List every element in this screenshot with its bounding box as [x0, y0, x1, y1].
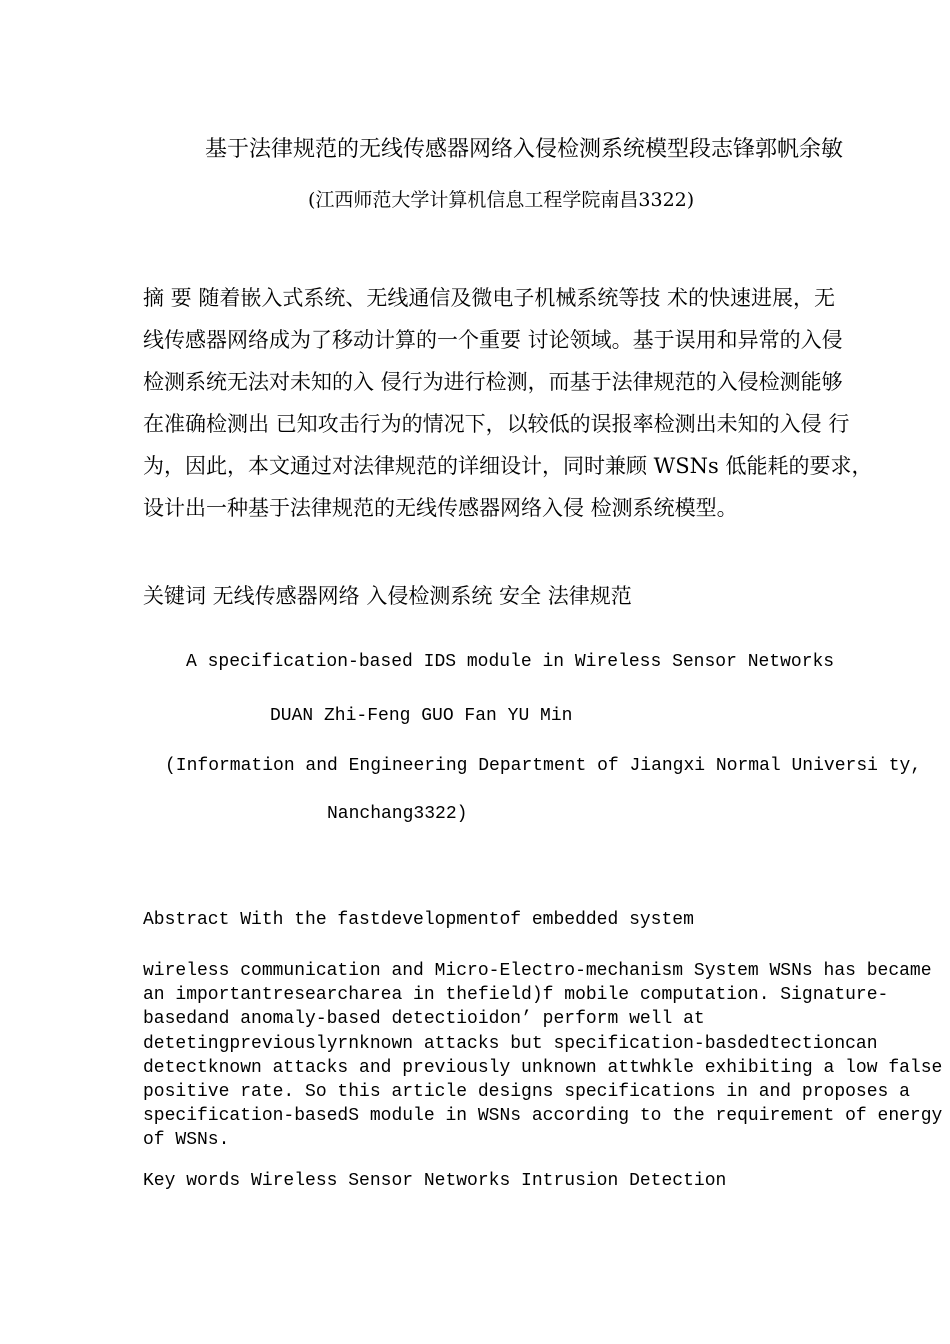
chinese-abstract-line: 为，因此，本文通过对法律规范的详细设计，同时兼顾 WSNs 低能耗的要求， — [143, 454, 873, 478]
english-title: A specification-based IDS module in Wireless Sensor Networks — [186, 652, 835, 672]
chinese-keywords: 关键词 无线传感器网络 入侵检测系统 安全 法律规范 — [143, 584, 632, 608]
chinese-abstract-line: 设计出一种基于法律规范的无线传感器网络入侵 检测系统模型。 — [143, 496, 738, 520]
english-affiliation-line-2: Nanchang3322) — [327, 804, 468, 824]
english-abstract-line: an importantresearcharea in thefield)f mobile computation. Signature- — [143, 985, 889, 1006]
english-abstract-line: detetingpreviouslyrnknown attacks but specification-basdedtectioncan — [143, 1033, 878, 1054]
chinese-abstract-line: 线传感器网络成为了移动计算的一个重要 讨论领域。基于误用和异常的入侵 — [143, 328, 843, 352]
english-abstract-line: positive rate. So this article designs specifications in and proposes a — [143, 1081, 910, 1102]
english-affiliation-line-1: (Information and Engineering Department of Jiangxi Normal Universi ty, — [165, 756, 922, 776]
chinese-abstract — [143, 280, 943, 532]
chinese-title: 基于法律规范的无线传感器网络入侵检测系统模型段志锋郭帆余敏 — [205, 137, 844, 162]
english-keywords: Key words Wireless Sensor Networks Intrusion Detection — [143, 1171, 727, 1191]
english-abstract-line: specification-basedS module in WSNs according to the requirement of energy — [143, 1106, 943, 1127]
english-authors: DUAN Zhi-Feng GUO Fan YU Min — [270, 706, 573, 726]
chinese-abstract-line: 在准确检测出 已知攻击行为的情况下，以较低的误报率检测出未知的入侵 行 — [143, 412, 850, 436]
chinese-abstract-line: 摘 要 随着嵌入式系统、无线通信及微电子机械系统等技 术的快速进展，无 — [143, 286, 836, 310]
english-abstract-line: of WSNs. — [143, 1130, 230, 1151]
english-abstract — [143, 959, 943, 1153]
chinese-abstract-line: 检测系统无法对未知的入 侵行为进行检测，而基于法律规范的入侵检测能够 — [143, 370, 843, 394]
english-abstract-heading: Abstract With the fastdevelopmentof embedded system — [143, 910, 694, 930]
english-abstract-line: basedand anomaly-based detectioidon’ perform well at — [143, 1009, 705, 1030]
english-abstract-line: detectknown attacks and previously unknown attwhkle exhibiting a low false — [143, 1057, 943, 1078]
english-abstract-line: wireless communication and Micro-Electro-mechanism System WSNs has became — [143, 961, 932, 981]
chinese-affiliation: (江西师范大学计算机信息工程学院南昌3322) — [308, 189, 695, 211]
